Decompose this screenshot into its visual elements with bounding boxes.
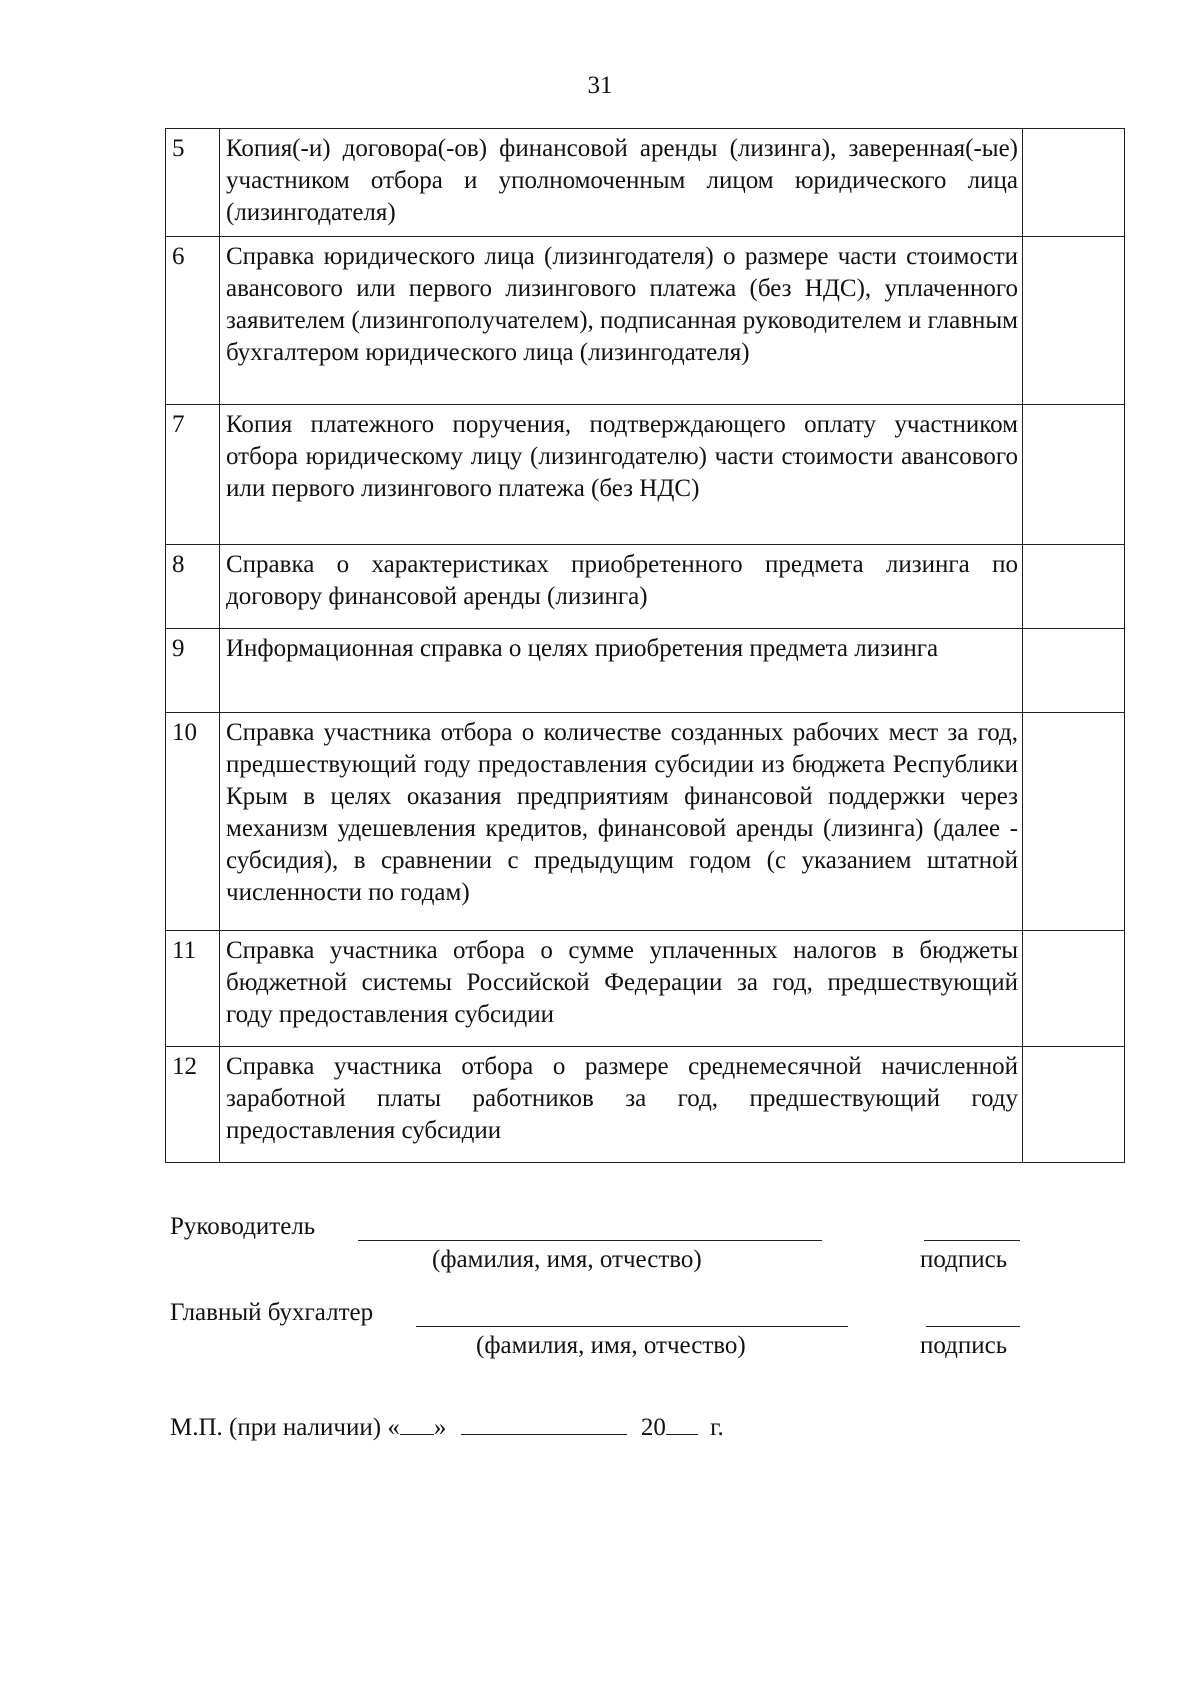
row-mark-cell[interactable] [1023, 931, 1125, 1047]
row-mark-cell[interactable] [1023, 713, 1125, 931]
stamp-label: М.П. (при наличии) « [170, 1414, 400, 1441]
row-mark-cell[interactable] [1023, 405, 1125, 545]
row-description: Справка юридического лица (лизингодателя) о размере части стоимости авансового или первого лизингового платежа (без НДС), уплаченного заявителем (лизингополучателем), подписанная руководителем и главным бухгалтером юридического лица (лизингодателя) [220, 237, 1023, 405]
accountant-name-caption: (фамилия, имя, отчество) [476, 1332, 746, 1359]
table-row [166, 629, 1125, 713]
head-name-caption: (фамилия, имя, отчество) [432, 1246, 702, 1273]
row-mark-cell[interactable] [1023, 629, 1125, 713]
table-row [166, 129, 1125, 237]
head-label: Руководитель [170, 1213, 316, 1240]
quote-close: » [433, 1414, 447, 1441]
year-field[interactable] [666, 1412, 698, 1435]
row-description: Справка о характеристиках приобретенного предмета лизинга по договору финансовой аренды (лизинга) [220, 545, 1023, 629]
table-row [166, 545, 1125, 629]
row-mark-cell[interactable] [1023, 545, 1125, 629]
table-row [166, 931, 1125, 1047]
day-field[interactable] [400, 1412, 434, 1435]
head-name-field[interactable] [358, 1240, 822, 1241]
row-number: 11 [166, 931, 220, 1047]
row-mark-cell[interactable] [1023, 1047, 1125, 1163]
row-number: 9 [166, 629, 220, 713]
table-row [166, 1047, 1125, 1163]
head-signature-field[interactable] [924, 1240, 1020, 1241]
row-description: Копия(-и) договора(-ов) финансовой аренды (лизинга), заверенная(-ые) участником отбора и уполномоченным лицом юридического лица (лизингодателя) [220, 129, 1023, 237]
accountant-label: Главный бухгалтер [170, 1299, 374, 1326]
year-suffix: г. [710, 1414, 724, 1441]
table-row [166, 713, 1125, 931]
accountant-name-field[interactable] [416, 1326, 848, 1327]
row-number: 10 [166, 713, 220, 931]
table-row [166, 405, 1125, 545]
head-signature-caption: подпись [920, 1246, 1008, 1273]
row-description: Информационная справка о целях приобретения предмета лизинга [220, 629, 1023, 713]
row-number: 5 [166, 129, 220, 237]
accountant-signature-caption: подпись [920, 1332, 1008, 1359]
row-description: Справка участника отбора о количестве созданных рабочих мест за год, предшествующий году предоставления субсидии из бюджета Республики Крым в целях оказания предприятиям финансовой поддержки через механизм удешевления кредитов, финансовой аренды (лизинга) (далее - субсидия), в сравнении с предыдущим годом (с указанием штатной численности по годам) [220, 713, 1023, 931]
year-prefix: 20 [640, 1414, 666, 1441]
accountant-signature-field[interactable] [926, 1326, 1020, 1327]
row-description: Справка участника отбора о размере среднемесячной начисленной заработной платы работников за год, предшествующий году предоставления субсидии [220, 1047, 1023, 1163]
row-number: 8 [166, 545, 220, 629]
row-number: 6 [166, 237, 220, 405]
row-number: 7 [166, 405, 220, 545]
row-mark-cell[interactable] [1023, 237, 1125, 405]
month-field[interactable] [461, 1412, 627, 1435]
row-description: Справка участника отбора о сумме уплаченных налогов в бюджеты бюджетной системы Российской Федерации за год, предшествующий году предоставления субсидии [220, 931, 1023, 1047]
row-mark-cell[interactable] [1023, 129, 1125, 237]
documents-table [165, 128, 1125, 1163]
row-description: Копия платежного поручения, подтверждающего оплату участником отбора юридическому лицу (лизингодателю) части стоимости авансового или первого лизингового платежа (без НДС) [220, 405, 1023, 545]
table-row [166, 237, 1125, 405]
stamp-date-line [170, 1412, 724, 1442]
row-number: 12 [166, 1047, 220, 1163]
page-number: 31 [587, 72, 613, 99]
